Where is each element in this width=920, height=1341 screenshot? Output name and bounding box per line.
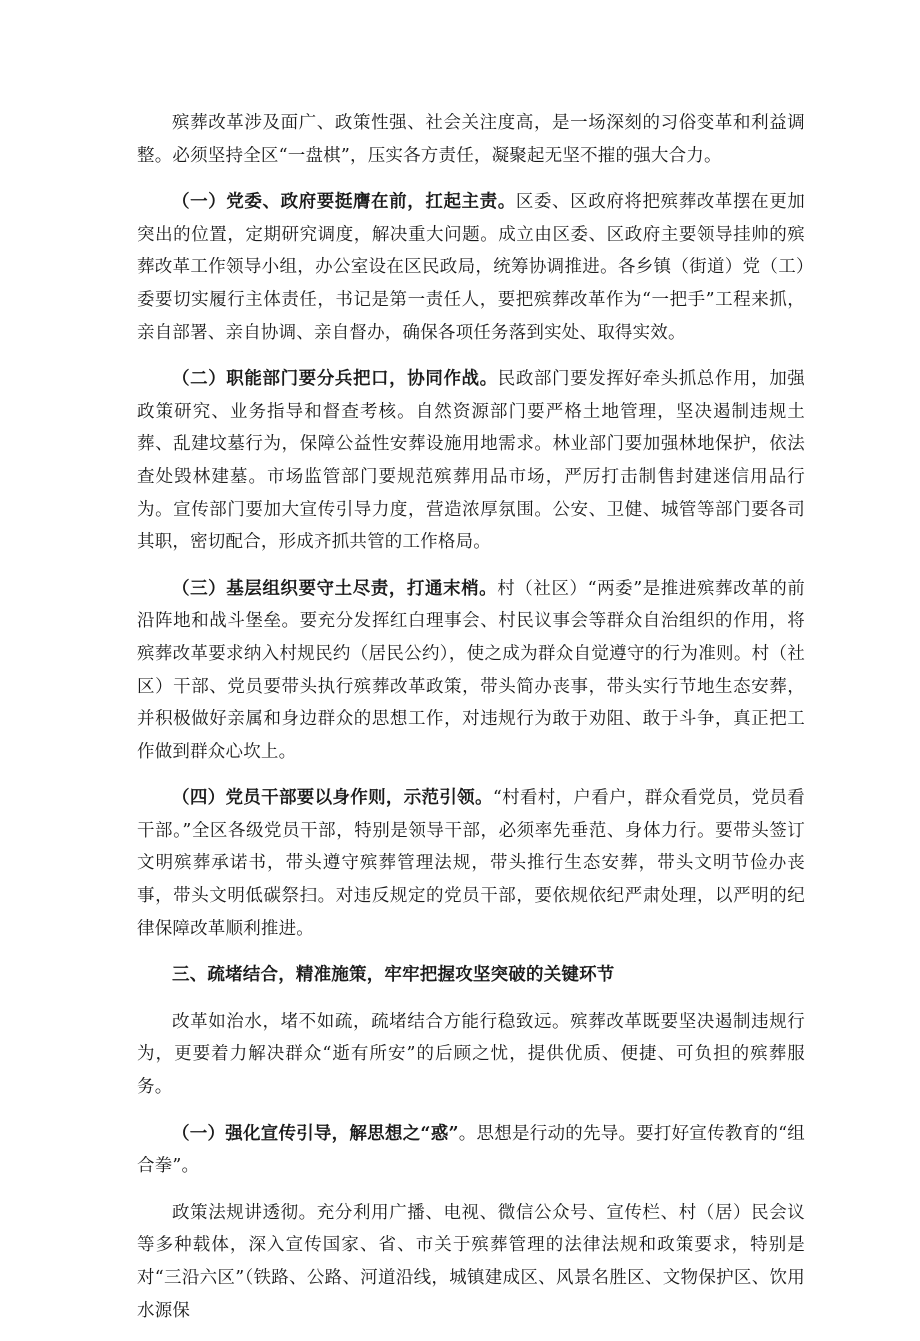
paragraph-lead: （一）党委、政府要挺膺在前，扛起主责。 (172, 192, 516, 213)
paragraph-lead: （二）职能部门要分兵把口，协同作战。 (172, 369, 498, 390)
paragraph-policy: 政策法规讲透彻。充分利用广播、电视、微信公众号、宣传栏、村（居）民会议等多种载体，深入宣传国家、省、市关于殡葬管理的法律法规和政策要求，特别是对“三沿六区”（铁路、公路、河道沿线，城镇建成区、风景名胜区、文物保护区、饮用水源保 (137, 1202, 805, 1321)
document-page (137, 107, 805, 1341)
paragraph-body: 区委、区政府将把殡葬改革摆在更加突出的位置，定期研究调度，解决重大问题。成立由区委、区政府主要领导挂帅的殡葬改革工作领导小组，办公室设在区民政局，统筹协调推进。各乡镇（街道）党（工）委要切实履行主体责任，书记是第一责任人，要把殡葬改革作为“一把手”工程来抓，亲自部署、亲自协调、亲自督办，确保各项任务落到实处、取得实效。 (137, 192, 805, 343)
paragraph-body: 村（社区）“两委”是推进殡葬改革的前沿阵地和战斗堡垒。要充分发挥红白理事会、村民议事会等群众自治组织的作用，将殡葬改革要求纳入村规民约（居民公约），使之成为群众自觉遵守的行为准则。村（社区）干部、党员要带头执行殡葬改革政策，带头简办丧事，带头实行节地生态安葬，并积极做好亲属和身边群众的思想工作，对违规行为敢于劝阻、敢于斗争，真正把工作做到群众心坎上。 (137, 578, 805, 762)
paragraph-body: “村看村，户看户，群众看党员，党员看干部。”全区各级党员干部，特别是领导干部，必须率先垂范、身体力行。要带头签订文明殡葬承诺书，带头遵守殡葬管理法规，带头推行生态安葬，带头文明节俭办丧事，带头文明低碳祭扫。对违反规定的党员干部，要依规依纪严肃处理，以严明的纪律保障改革顺利推进。 (137, 788, 805, 939)
paragraph-lead: （一）强化宣传引导，解思想之“惑” (172, 1123, 459, 1144)
paragraph-grassroots (137, 573, 805, 769)
paragraph-functional-departments (137, 363, 805, 559)
paragraph-party-committee (137, 186, 805, 349)
paragraph-lead: （四）党员干部要以身作则，示范引领。 (172, 788, 493, 809)
paragraph-party-cadres (137, 782, 805, 945)
paragraph-body: 。思想是行动的先导。要打好宣传教育的“组合拳”。 (137, 1123, 806, 1177)
paragraph-body: 民政部门要发挥好牵头抓总作用，加强政策研究、业务指导和督查考核。自然资源部门要严格土地管理，坚决遏制违规土葬、乱建坟墓行为，保障公益性安葬设施用地需求。林业部门要加强林地保护，依法查处毁林建墓。市场监管部门要规范殡葬用品市场，严厉打击制售封建迷信用品行为。宣传部门要加大宣传引导力度，营造浓厚氛围。公安、卫健、城管等部门要各司其职，密切配合，形成齐抓共管的工作格局。 (137, 369, 805, 553)
paragraph-publicity (137, 1118, 805, 1183)
paragraph-lead: （三）基层组织要守土尽责，打通末梢。 (172, 578, 498, 599)
paragraph-intro: 殡葬改革涉及面广、政策性强、社会关注度高，是一场深刻的习俗变革和利益调整。必须坚持全区“一盘棋”，压实各方责任，凝聚起无坚不摧的强大合力。 (137, 113, 805, 166)
paragraph-governance: 改革如治水，堵不如疏，疏堵结合方能行稳致远。殡葬改革既要坚决遏制违规行为，更要着力解决群众“逝有所安”的后顾之忧，提供优质、便捷、可负担的殡葬服务。 (137, 1011, 805, 1098)
section-heading: 三、疏堵结合，精准施策，牢牢把握攻坚突破的关键环节 (172, 965, 615, 986)
